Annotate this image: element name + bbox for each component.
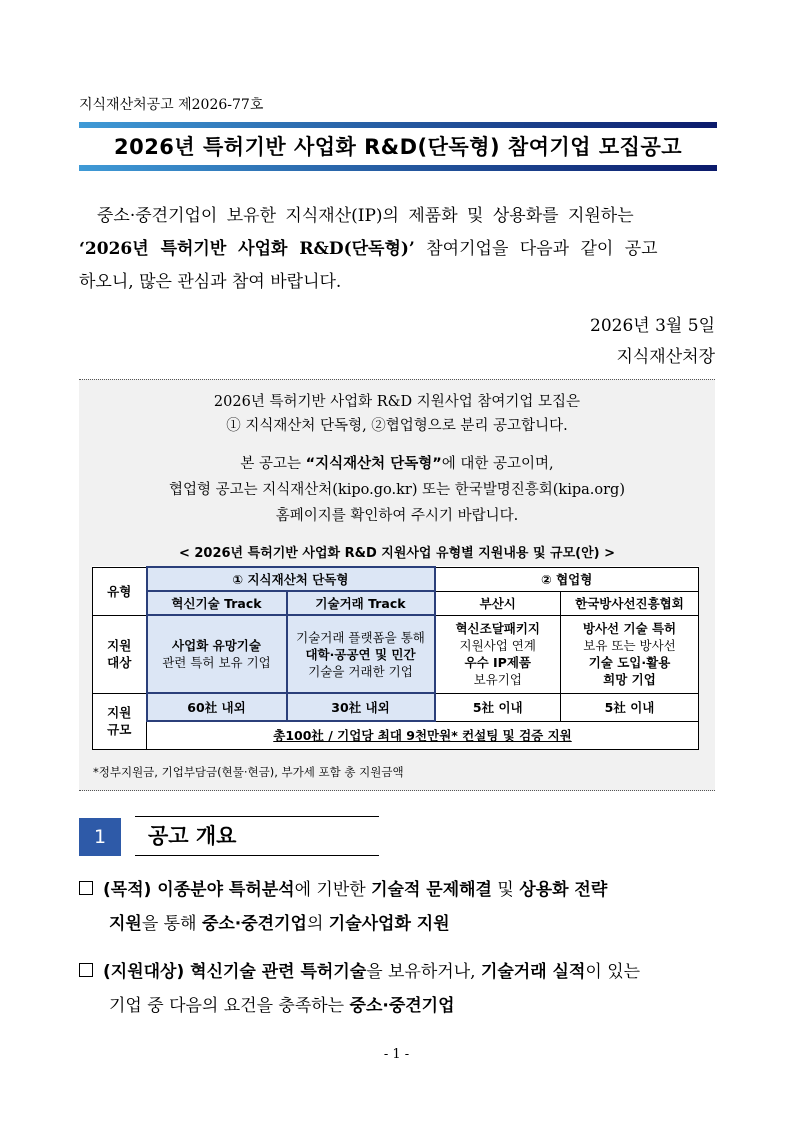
intro-line-2-rest: 참여기업을 다음과 같이 공고: [414, 239, 658, 259]
notice-highlight: “지식재산처 단독형”: [305, 456, 442, 472]
purpose-part-4: 및: [491, 880, 520, 900]
item-purpose-line-2: [79, 907, 717, 941]
scale-total: [147, 721, 699, 749]
intro-line-1: 중소·중견기업이 보유한 지식재산(IP)의 제품화 및 상용화를 지원하는: [97, 206, 634, 226]
target-busan-l1: 혁신조달패키지: [455, 621, 541, 636]
page-title: 2026년 특허기반 사업화 R&D(단독형) 참여기업 모집공고: [113, 135, 683, 159]
intro-paragraph: [79, 200, 717, 299]
row-header-target-l2: 대상: [107, 655, 132, 670]
target-part-4: 이 있는: [585, 962, 641, 982]
group-header-collab: ② 협업형: [435, 567, 699, 591]
target-part-3: 기술거래 실적: [480, 962, 586, 982]
target-part-5: 기업 중 다음의 요건을 충족하는: [109, 996, 350, 1016]
target-part-6: 중소·중견기업: [349, 996, 455, 1016]
issuer: 지식재산처장: [616, 347, 715, 367]
target-kora: [561, 615, 699, 693]
target-part-1: (지원대상) 혁신기술 관련 특허기술: [103, 962, 367, 982]
target-kora-l3: 기술 도입·활용: [588, 655, 671, 670]
table-footnote: *정부지원금, 기업부담금(현물·현금), 부가세 포함 총 지원금액: [93, 765, 404, 779]
target-kora-l1: 방사선 기술 특허: [582, 621, 677, 636]
target-kora-l4: 희망 기업: [603, 672, 656, 687]
item-purpose: [79, 873, 717, 941]
target-tech-trade: [287, 615, 435, 693]
notice-line-2: ① 지식재산처 단독형, ②협업형으로 분리 공고합니다.: [226, 418, 568, 434]
target-innovation: [147, 615, 287, 693]
notice-line-1: 2026년 특허기반 사업화 R&D 지원사업 참여기업 모집은: [213, 394, 581, 410]
notice-line-4: 협업형 공고는 지식재산처(kipo.go.kr) 또는 한국발명진흥회(kipa.org): [169, 482, 625, 498]
target-part-2: 을 보유하거나,: [366, 962, 481, 982]
table-caption: < 2026년 특허기반 사업화 R&D 지원사업 유형별 지원내용 및 규모(안) >: [178, 546, 616, 561]
item-target-line-2: [79, 989, 717, 1023]
item-purpose-line-1: [79, 873, 717, 907]
notice-box: [79, 379, 715, 791]
purpose-part-7: 을 통해: [141, 914, 202, 934]
title-bar-bottom: [79, 165, 717, 171]
scale-innovation: 60社 내외: [147, 693, 287, 721]
purpose-part-8: 중소·중견기업: [201, 914, 307, 934]
scale-total-text: 총100社 / 기업당 최대 9천만원* 컨설팅 및 검증 지원: [273, 727, 572, 743]
target-innovation-l2: 관련 특허 보유 기업: [162, 655, 271, 670]
target-busan-l3: 우수 IP제품: [464, 655, 531, 670]
intro-line-3: 하오니, 많은 관심과 참여 바랍니다.: [79, 272, 342, 292]
section-number: 1: [79, 818, 121, 856]
document-number: 지식재산처공고 제2026-77호: [79, 97, 264, 113]
target-innovation-l1: 사업화 유망기술: [172, 638, 261, 653]
scale-kora: 5社 이내: [561, 693, 699, 721]
checkbox-square-icon: [79, 881, 93, 895]
intro-line-2: [79, 233, 717, 266]
scale-tech-trade: 30社 내외: [287, 693, 435, 721]
purpose-part-10: 기술사업화 지원: [328, 914, 450, 934]
target-busan-l4: 보유기업: [473, 672, 522, 687]
title-bar-top: [79, 122, 717, 128]
notice-line-3-post: 에 대한 공고이며,: [441, 456, 554, 472]
row-header-scale-l1: 지원: [107, 705, 132, 720]
purpose-part-3: 기술적 문제해결: [371, 880, 492, 900]
purpose-part-6: 지원: [109, 914, 142, 934]
row-header-scale-l2: 규모: [107, 722, 132, 737]
notice-line-3-pre: 본 공고는: [240, 456, 306, 472]
target-tech-trade-l1: 기술거래 플랫폼을 통해: [296, 629, 425, 645]
target-busan: [435, 615, 561, 693]
purpose-part-5: 상용화 전략: [519, 880, 608, 900]
item-target: [79, 955, 717, 1023]
section-rule-bottom: [135, 855, 379, 856]
row-header-target-l1: 지원: [107, 638, 132, 653]
col-header-innovation: 혁신기술 Track: [147, 591, 287, 615]
col-header-busan: 부산시: [435, 591, 561, 615]
row-header-scale: [93, 693, 147, 749]
target-tech-trade-l3: 기술을 거래한 기업: [308, 663, 413, 679]
program-name: ‘2026년 특허기반 사업화 R&D(단독형)’: [79, 239, 415, 259]
col-header-tech-trade: 기술거래 Track: [287, 591, 435, 615]
section-title: 공고 개요: [148, 824, 237, 848]
target-tech-trade-l2: 대학·공공연 및 민간: [305, 646, 416, 662]
row-header-target: [93, 615, 147, 693]
scale-busan: 5社 이내: [435, 693, 561, 721]
target-busan-l2: 지원사업 연계: [459, 638, 536, 653]
notice-line-5: 홈페이지를 확인하여 주시기 바랍니다.: [275, 508, 519, 524]
support-table: [92, 566, 699, 750]
row-header-type: 유형: [93, 567, 147, 615]
checkbox-square-icon: [79, 963, 93, 977]
announcement-date: 2026년 3월 5일: [590, 316, 715, 336]
purpose-part-2: 에 기반한: [294, 880, 372, 900]
purpose-part-9: 의: [306, 914, 329, 934]
group-header-standalone: ① 지식재산처 단독형: [147, 567, 435, 591]
purpose-part-1: (목적) 이종분야 특허분석: [103, 880, 295, 900]
item-target-line-1: [79, 955, 717, 989]
page-number: - 1 -: [383, 1047, 410, 1062]
target-kora-l2: 보유 또는 방사선: [583, 638, 676, 653]
notice-line-3: [79, 452, 715, 473]
col-header-kora: 한국방사선진흥협회: [561, 591, 699, 615]
